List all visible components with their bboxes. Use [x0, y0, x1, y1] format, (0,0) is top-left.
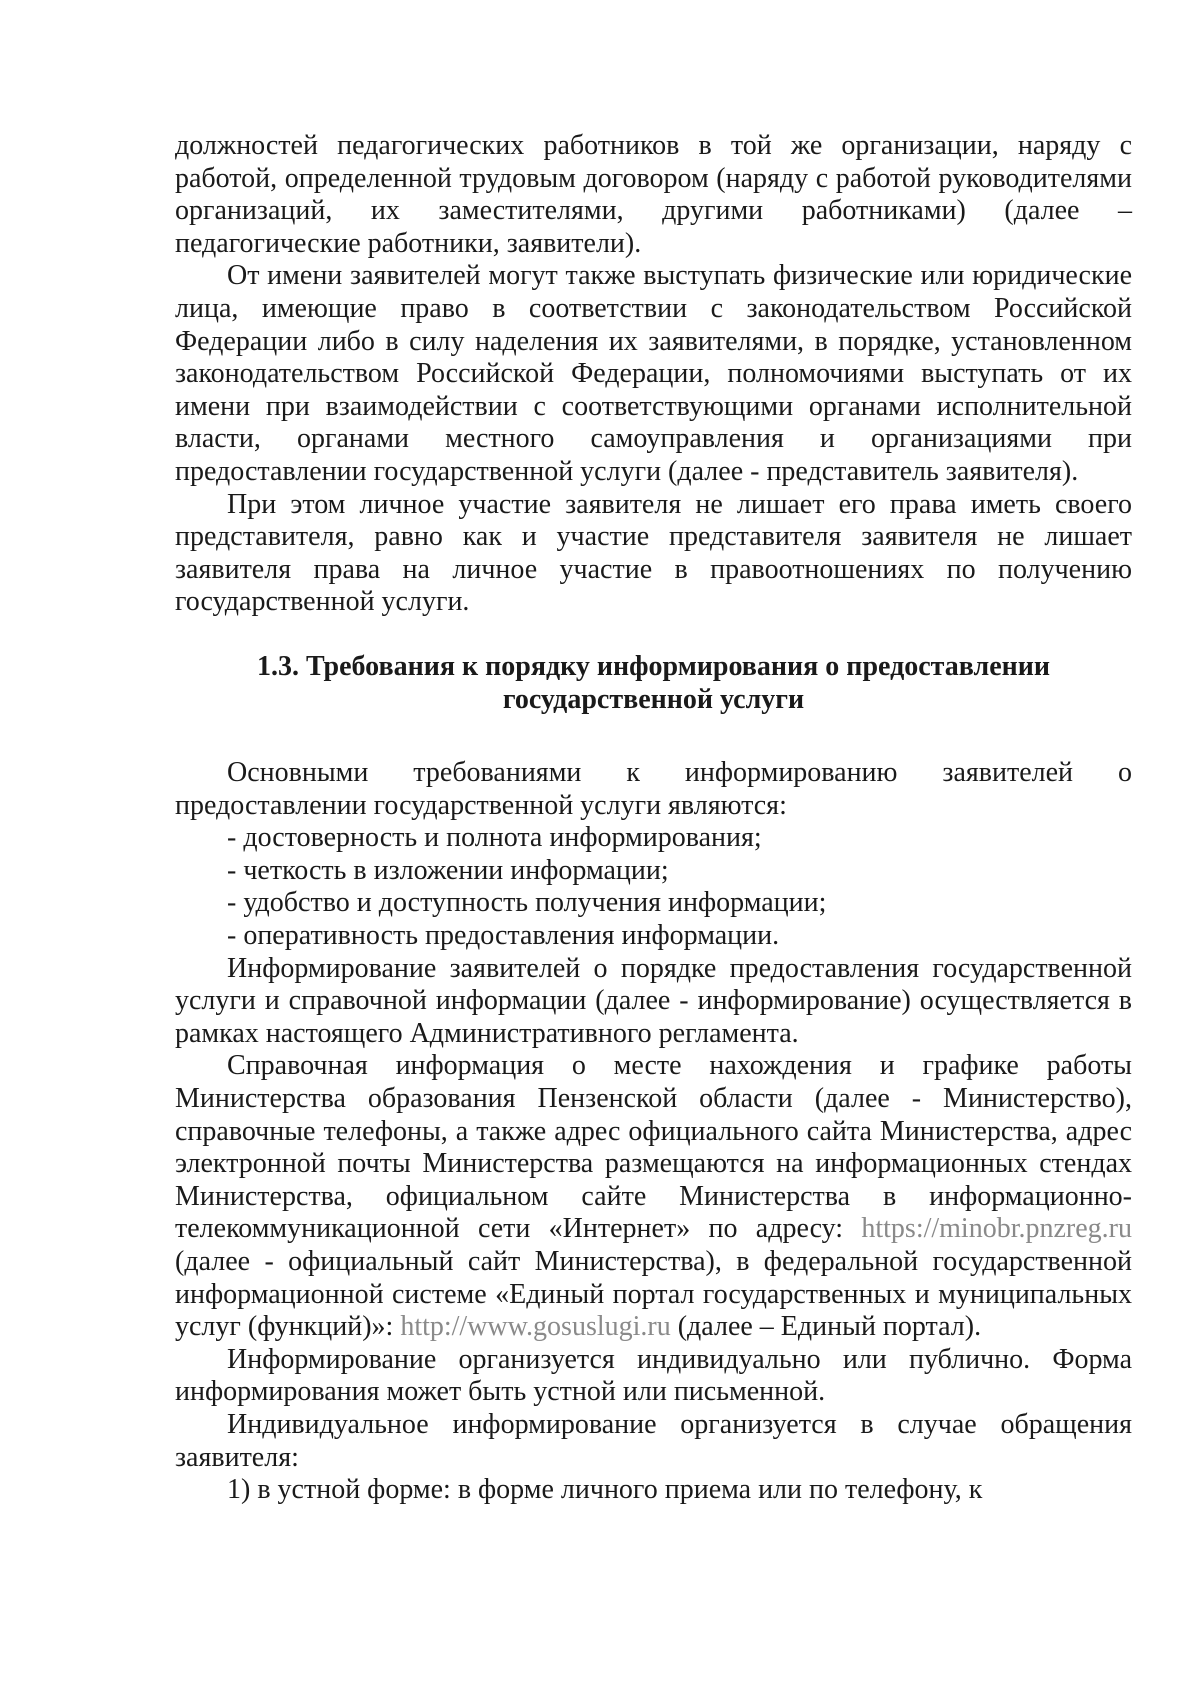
paragraph-employees: должностей педагогических работников в той же организации, наряду с работой, определенной трудовым договором (наряду с работой руководителями организаций, их заместителями, другими работниками) (далее – педагогические работники, заявители).	[175, 130, 1132, 259]
reference-text-part3: (далее – Единый портал).	[670, 1311, 982, 1343]
paragraph-inform-forms: Информирование организуется индивидуально или публично. Форма информирования может быть устной или письменной.	[175, 1343, 1132, 1408]
requirement-item: - четкость в изложении информации;	[227, 854, 669, 886]
reference-text-part1: Справочная информация о месте нахождения и графике работы Министерства образования Пензенской области (далее - Министерство), справочные телефоны, а также адрес официального сайта Министерства, адрес электронной почты Министерства размещаются на информационных стендах Министерства, официальном сайте Министерства в информационно-телекоммуникационной сети «Интернет» по адресу:	[175, 1050, 1132, 1245]
paragraph-oral-form: 1) в устной форме: в форме личного приема или по телефону, к	[227, 1474, 983, 1506]
paragraph-requirements-intro: Основными требованиями к информированию заявителей о предоставлении государственной услуги являются:	[175, 757, 1132, 821]
paragraph-representatives: От имени заявителей могут также выступать физические или юридические лица, имеющие право в соответствии с законодательством Российской Федерации либо в силу наделения их заявителями, в порядке, установленном законодательством Российской Федерации, полномочиями выступать от их имени при взаимодействии с соответствующими органами исполнительной власти, органами местного самоуправления и организациями при предоставлении государственной услуги (далее - представитель заявителя).	[175, 260, 1132, 487]
requirement-item: - достоверность и полнота информирования;	[227, 822, 762, 854]
ministry-site-link[interactable]: https://minobr.pnzreg.ru	[861, 1213, 1132, 1245]
paragraph-personal-participation: При этом личное участие заявителя не лишает его права иметь своего представителя, равно как и участие представителя заявителя не лишает заявителя права на личное участие в правоотношениях по получению государственной услуги.	[175, 488, 1132, 618]
document-page	[175, 130, 1132, 1507]
reference-text-part2: (далее - официальный сайт Министерства), в федеральной государственной информационной системе «Единый портал государственных и муниципальных услуг (функций)»:	[175, 1246, 1132, 1343]
gosuslugi-link[interactable]: http://www.gosuslugi.ru	[400, 1311, 671, 1343]
paragraph-reference-info	[175, 1050, 1132, 1343]
requirement-item: - удобство и доступность получения информации;	[227, 887, 827, 919]
paragraph-informing: Информирование заявителей о порядке предоставления государственной услуги и справочной информации (далее - информирование) осуществляется в рамках настоящего Административного регламента.	[175, 952, 1132, 1049]
section-heading: 1.3. Требования к порядку информирования о предоставлении государственной услуги	[256, 650, 1051, 715]
requirement-item: - оперативность предоставления информации.	[227, 920, 780, 952]
paragraph-individual-inform: Индивидуальное информирование организуется в случае обращения заявителя:	[175, 1408, 1132, 1473]
